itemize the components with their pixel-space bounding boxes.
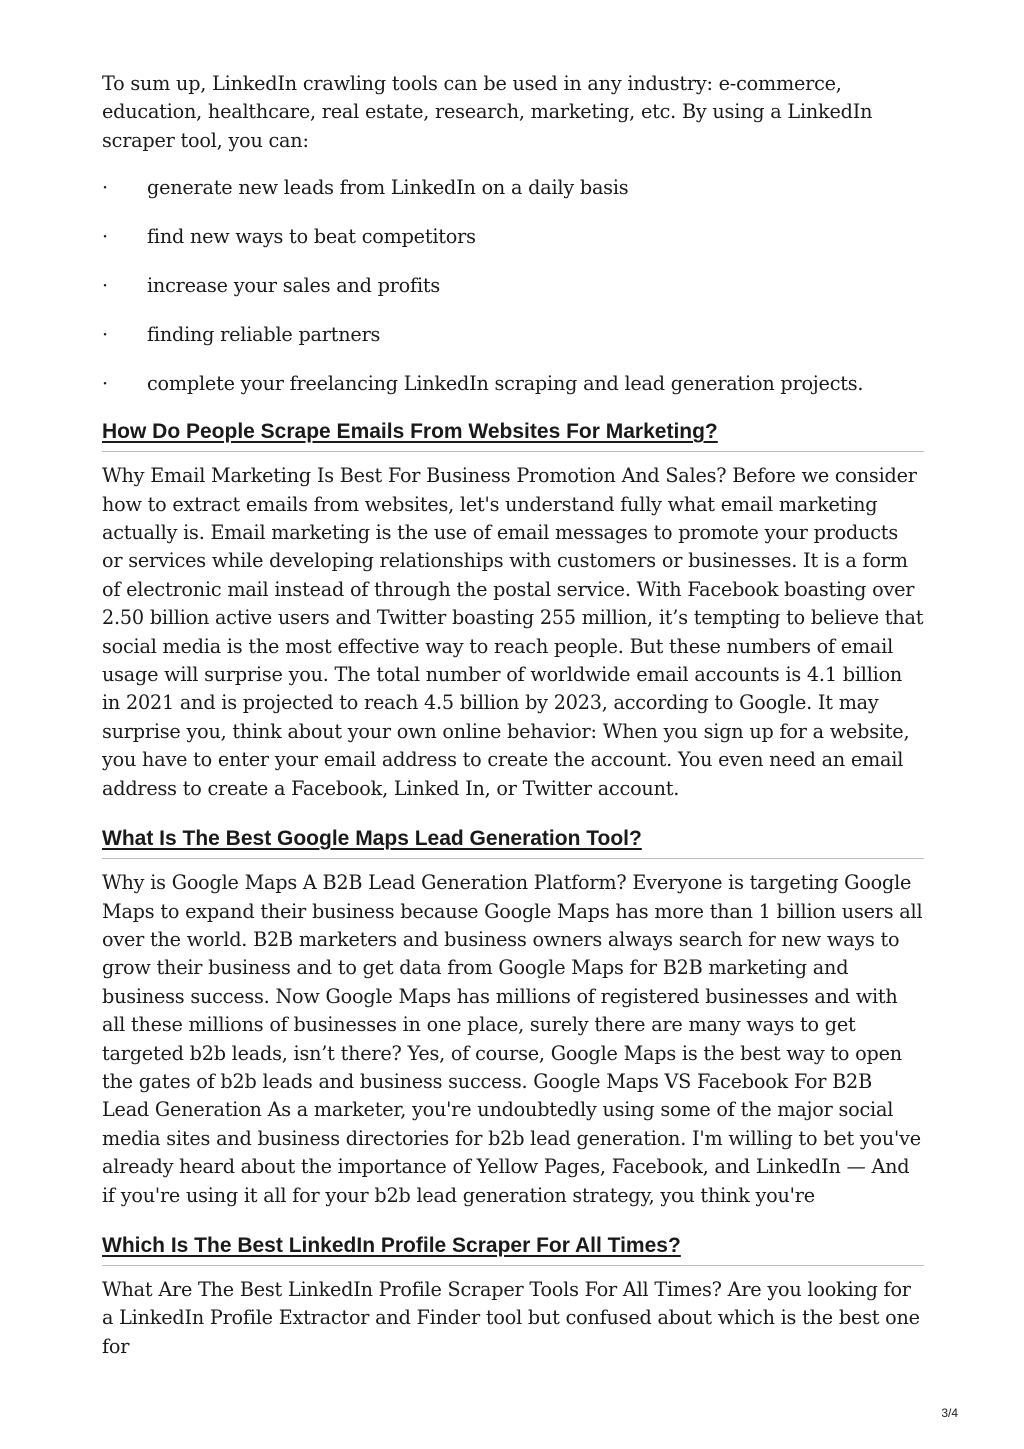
list-item-text: complete your freelancing LinkedIn scraping and lead generation projects.	[147, 372, 864, 396]
list-item-text: finding reliable partners	[147, 323, 381, 347]
section-heading-link[interactable]: What Is The Best Google Maps Lead Generation Tool?	[102, 825, 924, 859]
list-item	[102, 370, 924, 398]
bullet-marker: ·	[102, 225, 108, 249]
document-page	[102, 70, 924, 1383]
section-linkedin-profile-scraper	[102, 1232, 924, 1361]
bullet-marker: ·	[102, 274, 108, 298]
section-scrape-emails	[102, 418, 924, 803]
section-google-maps	[102, 825, 924, 1210]
list-item	[102, 223, 924, 251]
list-item-text: generate new leads from LinkedIn on a daily basis	[147, 176, 629, 200]
list-item	[102, 321, 924, 349]
list-item-text: increase your sales and profits	[147, 274, 441, 298]
bullet-marker: ·	[102, 323, 108, 347]
section-body: Why Email Marketing Is Best For Business Promotion And Sales? Before we consider how to extract emails from websites, let's understand fully what email marketing actually is. Email marketing is the use of email messages to promote your products or services while developing relationships with customers or businesses. It is a form of electronic mail instead of through the postal service. With Facebook boasting over 2.50 billion active users and Twitter boasting 255 million, it’s tempting to believe that social media is the most effective way to reach people. But these numbers of email usage will surprise you. The total number of worldwide email accounts is 4.1 billion in 2021 and is projected to reach 4.5 billion by 2023, according to Google. It may surprise you, think about your own online behavior: When you sign up for a website, you have to enter your email address to create the account. You even need an email address to create a Facebook, Linked In, or Twitter account.	[102, 464, 924, 800]
list-item-text: find new ways to beat competitors	[147, 225, 476, 249]
intro-paragraph: To sum up, LinkedIn crawling tools can be used in any industry: e-commerce, education, healthcare, real estate, research, marketing, etc. By using a LinkedIn scraper tool, you can:	[102, 72, 873, 152]
section-body: Why is Google Maps A B2B Lead Generation Platform? Everyone is targeting Google Maps to expand their business because Google Maps has more than 1 billion users all over the world. B2B marketers and business owners always search for new ways to grow their business and to get data from Google Maps for B2B marketing and business success. Now Google Maps has millions of registered businesses and with all these millions of businesses in one place, surely there are many ways to get targeted b2b leads, isn’t there? Yes, of course, Google Maps is the best way to open the gates of b2b leads and business success. Google Maps VS Facebook For B2B Lead Generation As a marketer, you're undoubtedly using some of the major social media sites and business directories for b2b lead generation. I'm willing to bet you've already heard about the importance of Yellow Pages, Facebook, and LinkedIn — And if you're using it all for your b2b lead generation strategy, you think you're	[102, 871, 923, 1207]
benefits-list	[102, 174, 924, 398]
list-item	[102, 174, 924, 202]
section-heading-link[interactable]: Which Is The Best LinkedIn Profile Scraper For All Times?	[102, 1232, 924, 1266]
page-number: 3/4	[941, 1406, 958, 1420]
bullet-marker: ·	[102, 176, 108, 200]
bullet-marker: ·	[102, 372, 108, 396]
list-item	[102, 272, 924, 300]
section-heading-link[interactable]: How Do People Scrape Emails From Websites For Marketing?	[102, 418, 924, 452]
section-body: What Are The Best LinkedIn Profile Scraper Tools For All Times? Are you looking for a LinkedIn Profile Extractor and Finder tool but confused about which is the best one for	[102, 1277, 920, 1358]
